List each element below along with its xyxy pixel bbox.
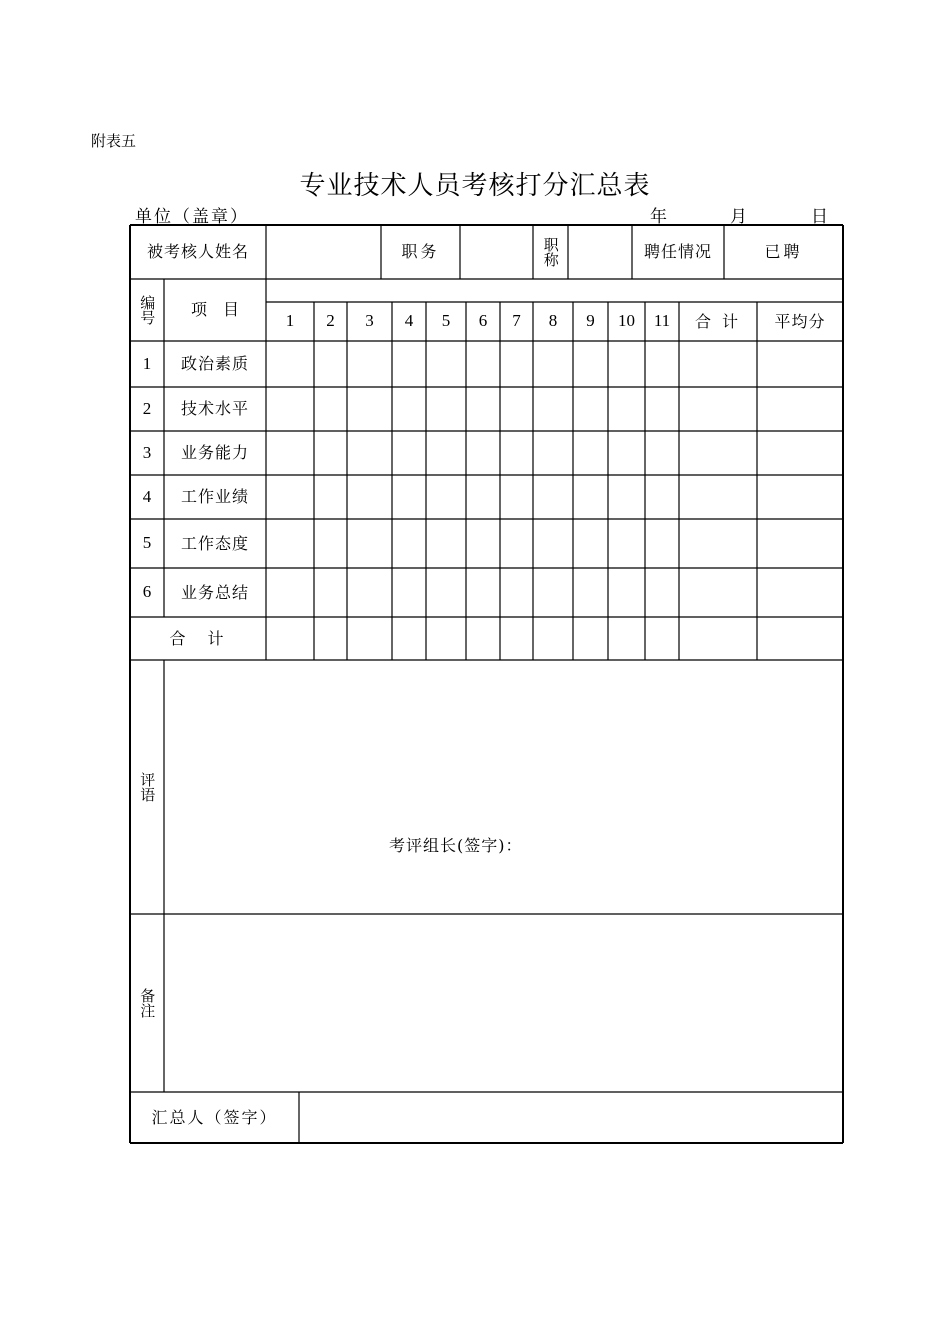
item-number: 6 xyxy=(142,582,152,602)
item-name: 工作态度 xyxy=(180,533,249,553)
score-column-header-10: 10 xyxy=(618,311,635,331)
summarizer-signature-label: 汇总人（签字） xyxy=(151,1107,278,1127)
comments-field[interactable] xyxy=(164,660,843,914)
date-day-label: 日 xyxy=(811,207,828,227)
score-column-header-1: 1 xyxy=(285,311,295,331)
professional-title-label: 职称 xyxy=(541,237,560,267)
item-number: 3 xyxy=(142,442,152,462)
score-column-header-11: 11 xyxy=(653,311,671,331)
score-column-header-2: 2 xyxy=(326,311,335,331)
employment-status-label: 聘任情况 xyxy=(643,242,712,262)
remarks-label: 备注 xyxy=(138,988,157,1018)
item-name: 工作业绩 xyxy=(180,487,249,507)
position-label: 职务 xyxy=(401,242,440,262)
employment-status-value: 已聘 xyxy=(764,242,803,262)
unit-seal-label: 单位（盖章） xyxy=(135,207,249,227)
score-column-header-7: 7 xyxy=(512,311,521,331)
summarizer-signature-field[interactable] xyxy=(299,1092,843,1143)
remarks-field[interactable] xyxy=(164,914,843,1092)
average-column-header: 平均分 xyxy=(774,311,826,331)
number-column-header: 编号 xyxy=(138,295,157,325)
item-number: 5 xyxy=(142,533,152,553)
annex-label: 附表五 xyxy=(91,132,137,150)
item-name: 政治素质 xyxy=(180,354,249,374)
date-year-label: 年 xyxy=(650,207,667,227)
score-column-header-4: 4 xyxy=(404,311,414,331)
professional-title-field[interactable] xyxy=(568,225,632,279)
total-row-label: 合 计 xyxy=(169,628,227,648)
score-column-header-8: 8 xyxy=(548,311,558,331)
item-column-header: 项 目 xyxy=(190,300,239,320)
score-column-header-5: 5 xyxy=(441,311,451,331)
item-number: 4 xyxy=(142,486,152,506)
item-number: 2 xyxy=(142,398,152,418)
position-field[interactable] xyxy=(460,225,533,279)
examinee-name-field[interactable] xyxy=(266,225,381,279)
total-column-header: 合 计 xyxy=(694,311,742,331)
item-name: 业务能力 xyxy=(180,443,249,463)
examinee-name-label: 被考核人姓名 xyxy=(146,242,249,262)
date-month-label: 月 xyxy=(730,207,747,227)
score-column-header-6: 6 xyxy=(478,311,488,331)
item-name: 技术水平 xyxy=(180,399,249,419)
score-column-header-3: 3 xyxy=(365,311,374,331)
comments-label: 评语 xyxy=(138,772,157,802)
form-title: 专业技术人员考核打分汇总表 xyxy=(299,171,651,201)
item-number: 1 xyxy=(142,353,152,373)
item-name: 业务总结 xyxy=(180,582,249,602)
leader-signature-label: 考评组长(签字)： xyxy=(389,836,523,855)
score-column-header-9: 9 xyxy=(586,311,595,331)
